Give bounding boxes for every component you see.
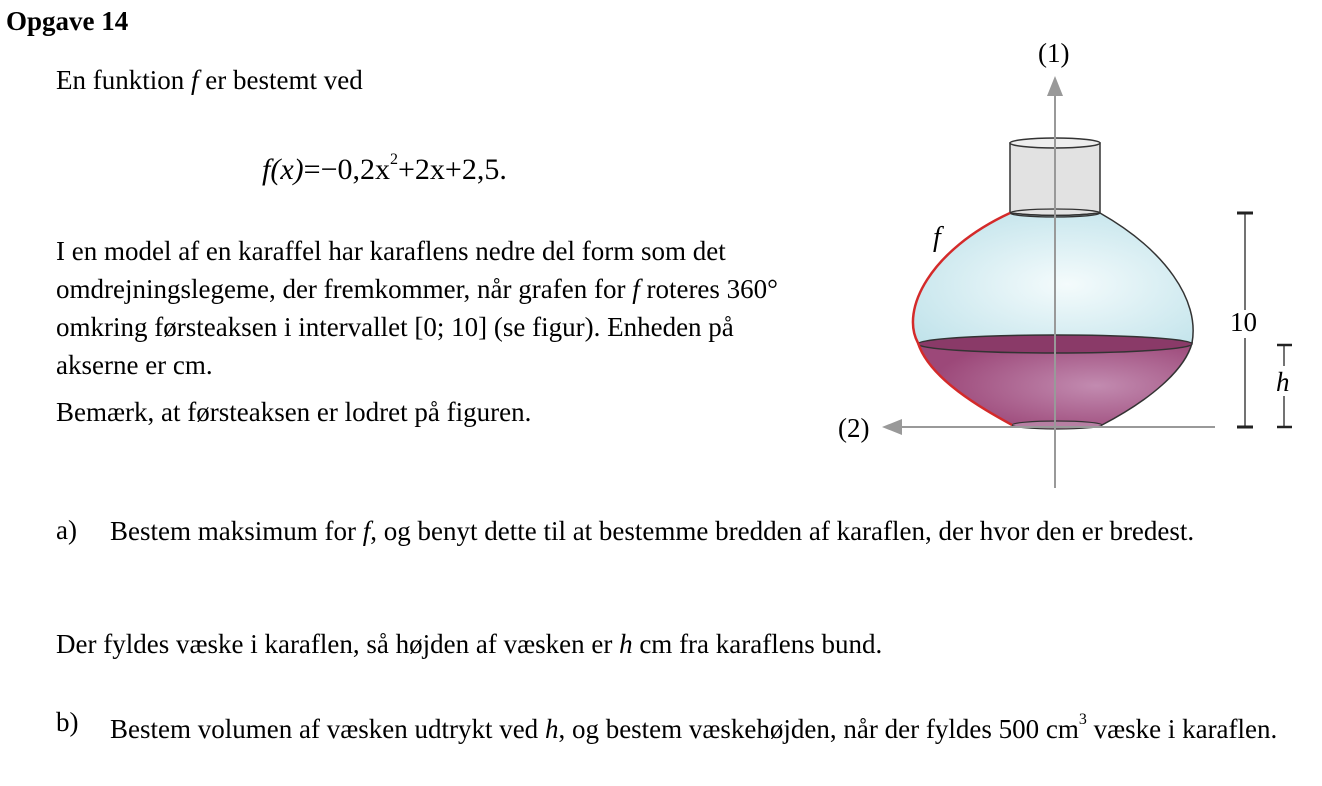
volume-exponent: 3 — [1078, 711, 1087, 728]
height-label-h: h — [1276, 367, 1290, 397]
axis-2-label: (2) — [838, 413, 870, 443]
formula-exponent: 2 — [389, 151, 398, 168]
model-text-1: I en model af en karaffel har karaflens nedre del form som det omdrejningslegeme, der fremkommer, når grafen for — [56, 236, 726, 304]
function-symbol: f — [632, 274, 640, 304]
intro-post: er bestemt ved — [205, 65, 363, 95]
model-text-2: roteres 360° omkring førsteaksen i intervallet [0; 10] (se figur). Enheden på akserne er cm. — [56, 274, 778, 380]
height-label-10: 10 — [1230, 307, 1257, 337]
carafe-glass — [913, 213, 1193, 343]
function-symbol: f — [191, 65, 199, 95]
axis-remark: Bemærk, at førsteaksen er lodret på figuren. — [56, 397, 532, 427]
formula-lhs: f(x) — [262, 153, 304, 186]
function-formula — [262, 146, 507, 188]
formula-eq: = — [303, 153, 321, 186]
question-b-part3: væske i karaflen. — [1093, 714, 1278, 744]
function-symbol: f — [362, 516, 371, 546]
curve-f-label: f — [933, 222, 941, 253]
liquid-text-2: cm fra karaflens bund. — [639, 629, 883, 659]
question-a-label: a) — [56, 515, 77, 545]
height-symbol: h — [619, 629, 633, 659]
model-description — [56, 232, 816, 384]
formula-rhs2: +2x+2,5. — [397, 153, 507, 186]
question-b-label: b) — [56, 707, 79, 737]
formula-rhs1: −0,2x — [320, 153, 390, 186]
question-a-part1: Bestem maksimum for — [110, 516, 356, 546]
liquid-text-1: Der fyldes væske i karaflen, så højden af væsken er — [56, 629, 613, 659]
question-b-part2: , og bestem væskehøjden, når der fyldes 500 cm — [558, 714, 1079, 744]
question-a-text — [110, 512, 1300, 551]
intro-pre: En funktion — [56, 65, 185, 95]
height-symbol: h — [544, 714, 559, 744]
exercise-title: Opgave 14 — [6, 6, 129, 36]
question-b-text — [110, 704, 1300, 749]
carafe-figure — [820, 30, 1300, 500]
axis-1-label: (1) — [1038, 38, 1070, 68]
liquid-description — [56, 626, 882, 662]
intro-text — [56, 62, 363, 98]
question-a-part2: , og benyt dette til at bestemme bredden af karaflen, der hvor den er bredest. — [370, 516, 1195, 546]
question-b-part1: Bestem volumen af væsken udtrykt ved — [110, 714, 539, 744]
